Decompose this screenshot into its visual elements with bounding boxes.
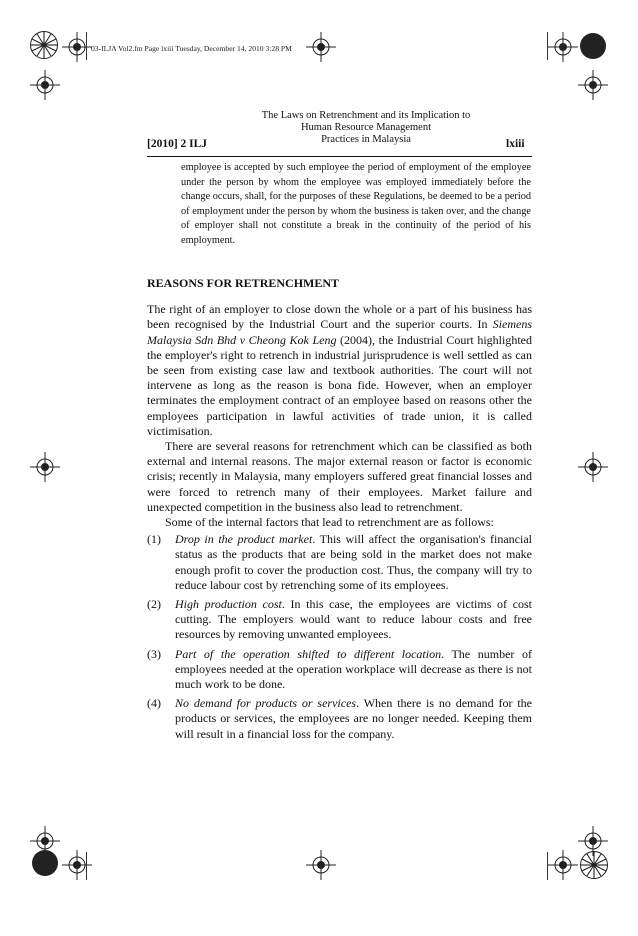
- journal-reference: [2010] 2 ILJ: [147, 138, 208, 150]
- list-item: [147, 532, 532, 593]
- paragraph-text: The right of an employer to close down the whole or a part of his business has been recognised by the Industrial Court and the superior courts. In: [147, 302, 532, 332]
- trim-line: [86, 852, 87, 880]
- list-body: . This will affect the organisation's financial status as the products that are being sold in the market does not make enough profit to cover the production cost. Thus, the company will try to reduce labour cost by retrenching some of its employees.: [175, 532, 532, 592]
- registration-mark-middle-left: [30, 452, 60, 482]
- black-disc-mark-top-right: [580, 33, 606, 59]
- sunburst-mark-top-left: [30, 31, 58, 59]
- print-slug: 03-ILJA Vol2.fm Page lxiii Tuesday, December 14, 2010 3:28 PM: [91, 44, 292, 53]
- registration-mark-middle-right: [578, 452, 608, 482]
- registration-mark-bottom-center: [306, 850, 336, 880]
- section-body: [147, 276, 532, 746]
- case-citation: Siemens Malaysia Sdn Bhd v Cheong Kok Leng: [147, 317, 532, 347]
- list-lead: High production cost: [175, 597, 282, 612]
- black-disc-mark-bottom-left: [32, 850, 58, 876]
- registration-mark-top-left: [62, 32, 92, 62]
- trim-line: [547, 32, 548, 60]
- registration-mark-top-center: [306, 32, 336, 62]
- list-text: [175, 647, 532, 693]
- trim-line: [547, 852, 548, 880]
- list-text: [175, 532, 532, 593]
- running-title-line: The Laws on Retrenchment and its Implication to: [261, 110, 471, 121]
- list-body: . The number of employees needed at the operation workplace will decrease as there is not much work to be done.: [175, 646, 532, 692]
- page-number: lxiii: [506, 138, 525, 150]
- list-item: [147, 647, 532, 693]
- list-body: . In this case, the employees are victims of cost cutting. The employers would want to reduce labour costs and free resources by removing unwanted employees.: [175, 597, 532, 642]
- registration-mark-top-right: [548, 32, 578, 62]
- list-lead: Part of the operation shifted to different location: [175, 646, 442, 661]
- list-body: . When there is no demand for the products or services, the employees are no longer needed. Keeping them will result in a financial loss for the company.: [175, 696, 533, 741]
- paragraph-text: (2004), the Industrial Court highlighted the employer's right to retrench in industrial jurisprudence is well settled as can be seen from existing case law and textbook authorities. The court will not intervene as long as the reason is bona fide. However, when an employer terminates the employment contract of an employee based on reasons other the employees participation in lawful activities of trade union, it is called victimisation.: [147, 332, 533, 438]
- list-number: (3): [147, 646, 161, 661]
- trim-line: [86, 32, 87, 60]
- section-heading: REASONS FOR RETRENCHMENT: [147, 276, 340, 290]
- list-lead: No demand for products or services: [175, 696, 357, 711]
- registration-mark-bottom-left: [62, 850, 92, 880]
- list-number: (4): [147, 696, 161, 711]
- reasons-list: [147, 532, 532, 742]
- list-text: [175, 696, 532, 742]
- registration-mark-upper-right: [578, 70, 608, 100]
- list-text: [175, 597, 532, 643]
- running-title-line: Practices in Malaysia: [321, 134, 411, 145]
- paragraph: Some of the internal factors that lead to retrenchment are as follows:: [165, 515, 494, 530]
- list-number: (2): [147, 597, 161, 612]
- header-rule: [147, 156, 532, 157]
- list-item: [147, 597, 532, 643]
- block-quote: employee is accepted by such employee the period of employment of the employee under the person by whom the employee was employed immediately before the change occurs, shall, for the purposes of these Regulations, be deemed to be a period of employment under the person by whom the business is taken over, and the change of employer shall not constitute a break in the continuity of the period of his employment.: [181, 162, 531, 246]
- registration-mark-upper-left: [30, 70, 60, 100]
- paragraph: There are several reasons for retrenchment which can be classified as both external and internal reasons. The major external reason or factor is economic crisis; recently in Malaysia, many employers suffered great financial losses and were forced to retrench many of their employees. Market failure and unexpected competition in the business also lead to retrenchment.: [147, 439, 532, 514]
- running-title: [236, 110, 496, 146]
- paragraph: [147, 302, 532, 439]
- list-lead: Drop in the product market: [175, 532, 313, 547]
- list-item: [147, 696, 532, 742]
- sunburst-mark-bottom-right: [580, 851, 608, 879]
- running-title-line: Human Resource Management: [300, 122, 432, 133]
- registration-mark-bottom-right: [548, 850, 578, 880]
- list-number: (1): [147, 532, 161, 547]
